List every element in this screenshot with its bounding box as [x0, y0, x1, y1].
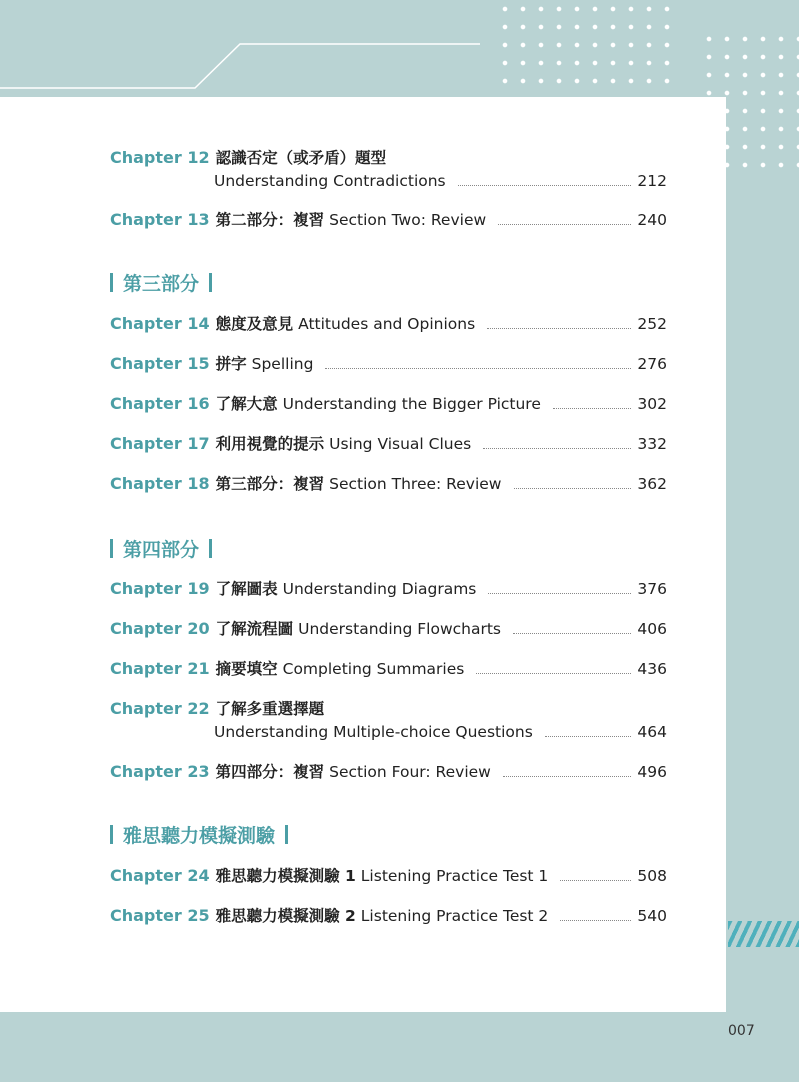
section-title: 第四部分	[123, 539, 200, 561]
chapter-title-zh: 摘要填空	[215, 660, 278, 678]
chapter-title-en: Understanding the Bigger Picture	[282, 395, 541, 413]
chapter-number: Chapter 15	[110, 354, 210, 373]
section-heading	[110, 821, 288, 848]
chapter-title-zh: 認識否定（或矛盾）題型	[215, 149, 387, 167]
chapter-title-en: Spelling	[251, 355, 314, 373]
dot-leader	[560, 919, 631, 921]
section-bar	[285, 825, 288, 844]
chapter-number: Chapter 21	[110, 659, 210, 678]
toc-entry[interactable]	[110, 392, 667, 414]
chapter-title-zh: 雅思聽力模擬測驗 1	[215, 867, 356, 885]
section-heading	[110, 535, 212, 562]
dot-leader	[458, 184, 632, 186]
chapter-number: Chapter 22	[110, 699, 210, 718]
dot-leader	[513, 632, 631, 634]
dot-leader	[488, 592, 631, 594]
chapter-number: Chapter 12	[110, 148, 210, 167]
page-ref: 540	[637, 907, 667, 925]
chapter-title-zh: 利用視覺的提示	[215, 435, 325, 453]
dot-leader	[553, 407, 632, 409]
chapter-title-en: Understanding Contradictions	[214, 172, 446, 190]
toc-entry[interactable]	[110, 657, 667, 679]
chapter-number: Chapter 24	[110, 866, 210, 885]
page-ref: 436	[637, 660, 667, 678]
dot-leader	[483, 447, 631, 449]
chapter-title-zh: 第四部分：複習	[215, 763, 325, 781]
toc-entry[interactable]	[110, 697, 667, 741]
page-ref: 464	[637, 723, 667, 741]
section-bar	[110, 273, 113, 292]
chapter-title-en: Completing Summaries	[282, 660, 465, 678]
section-title: 雅思聽力模擬測驗	[123, 825, 276, 847]
chapter-number: Chapter 17	[110, 434, 210, 453]
toc-entry[interactable]	[110, 312, 667, 334]
page-ref: 376	[637, 580, 667, 598]
chapter-number: Chapter 16	[110, 394, 210, 413]
section-bar	[110, 539, 113, 558]
page-ref: 406	[637, 620, 667, 638]
chapter-title-en: Understanding Diagrams	[282, 580, 477, 598]
chapter-number: Chapter 13	[110, 210, 210, 229]
decorative-stripes	[728, 921, 799, 947]
toc-entry[interactable]	[110, 208, 667, 230]
dot-leader	[514, 487, 632, 489]
toc-entry[interactable]	[110, 352, 667, 374]
dot-leader	[476, 672, 631, 674]
decorative-line	[0, 0, 500, 100]
chapter-title-en: Section Four: Review	[329, 763, 491, 781]
chapter-title-en: Understanding Flowcharts	[298, 620, 502, 638]
toc-entry[interactable]	[110, 864, 667, 886]
section-heading	[110, 269, 212, 296]
chapter-title-en: Attitudes and Opinions	[298, 315, 476, 333]
section-bar	[209, 273, 212, 292]
chapter-number: Chapter 18	[110, 474, 210, 493]
toc-entry[interactable]	[110, 146, 667, 190]
chapter-title-zh: 了解圖表	[215, 580, 278, 598]
chapter-title-zh: 第三部分：複習	[215, 475, 325, 493]
chapter-number: Chapter 20	[110, 619, 210, 638]
toc-entry[interactable]	[110, 577, 667, 599]
chapter-number: Chapter 25	[110, 906, 210, 925]
chapter-title-en: Understanding Multiple-choice Questions	[214, 723, 533, 741]
toc-entry[interactable]	[110, 760, 667, 782]
chapter-number: Chapter 19	[110, 579, 210, 598]
page-ref: 496	[637, 763, 667, 781]
page-ref: 240	[637, 211, 667, 229]
chapter-title-en: Using Visual Clues	[329, 435, 472, 453]
chapter-title-zh: 了解流程圖	[215, 620, 294, 638]
chapter-title-en: Listening Practice Test 1	[360, 867, 549, 885]
toc-entry[interactable]	[110, 904, 667, 926]
dot-leader	[498, 223, 631, 225]
chapter-title-en: Listening Practice Test 2	[360, 907, 549, 925]
page-ref: 276	[637, 355, 667, 373]
page-ref: 362	[637, 475, 667, 493]
toc-entry[interactable]	[110, 432, 667, 454]
dot-leader	[545, 735, 632, 737]
chapter-number: Chapter 14	[110, 314, 210, 333]
chapter-title-en: Section Two: Review	[329, 211, 487, 229]
chapter-title-zh: 了解多重選擇題	[215, 700, 325, 718]
chapter-number: Chapter 23	[110, 762, 210, 781]
decorative-dots	[496, 0, 676, 90]
page-ref: 252	[637, 315, 667, 333]
chapter-title-zh: 了解大意	[215, 395, 278, 413]
toc-entry[interactable]	[110, 472, 667, 494]
dot-leader	[487, 327, 631, 329]
dot-leader	[325, 367, 631, 369]
page-ref: 302	[637, 395, 667, 413]
section-bar	[209, 539, 212, 558]
page-ref: 508	[637, 867, 667, 885]
chapter-title-zh: 第二部分：複習	[215, 211, 325, 229]
dot-leader	[560, 879, 631, 881]
dot-leader	[503, 775, 632, 777]
page-number: 007	[728, 1023, 755, 1039]
section-title: 第三部分	[123, 273, 200, 295]
chapter-title-zh: 雅思聽力模擬測驗 2	[215, 907, 356, 925]
page-ref: 212	[637, 172, 667, 190]
chapter-title-zh: 態度及意見	[215, 315, 294, 333]
chapter-title-en: Section Three: Review	[329, 475, 502, 493]
section-bar	[110, 825, 113, 844]
chapter-title-zh: 拼字	[215, 355, 247, 373]
toc-entry[interactable]	[110, 617, 667, 639]
page-ref: 332	[637, 435, 667, 453]
